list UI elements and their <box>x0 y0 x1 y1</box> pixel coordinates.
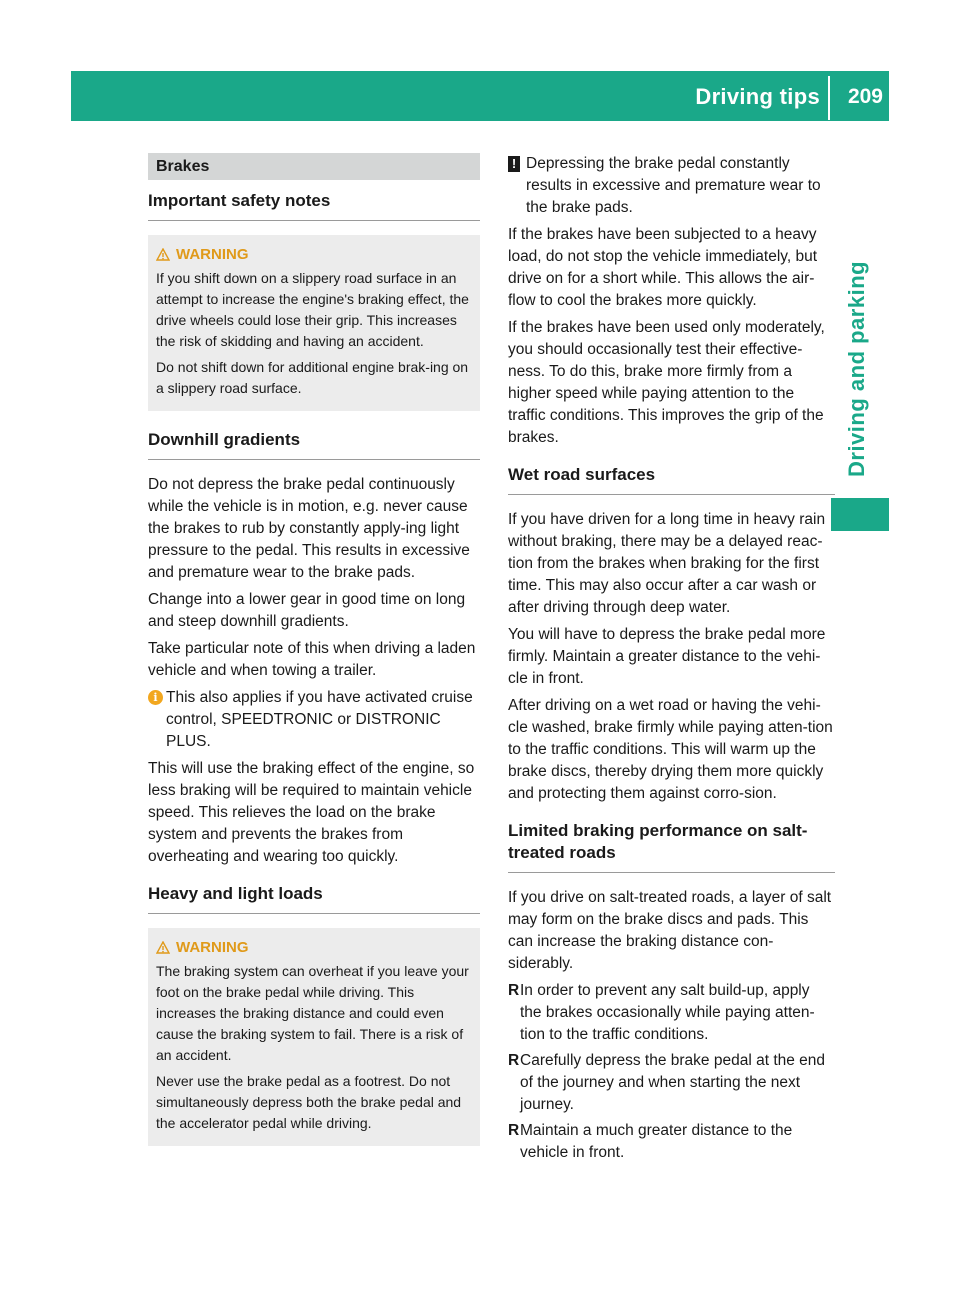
bullet-list <box>508 980 835 1164</box>
warning-box <box>148 235 480 411</box>
page-number: 209 <box>847 85 883 108</box>
side-tab <box>831 121 889 531</box>
paragraph: If the brakes have been used only moderately, you should occasionally test their effective-ness. To do this, brake more firmly from a higher speed while paying attention to the traffic conditions. This improves the grip of the brakes. <box>508 319 825 446</box>
warning-text: Never use the brake pedal as a footrest. Do not simultaneously depress both the brake pedal and the accelerator pedal while driving. <box>156 1073 462 1131</box>
list-item-text: Carefully depress the brake pedal at the end of the journey and when starting the next journey. <box>520 1052 826 1113</box>
paragraph: Do not depress the brake pedal continuously while the vehicle is in motion, e.g. never cause the brakes to rub by constantly apply-ing light pressure to the pedal. This results in excessive and premature wear to the brake pads. <box>148 476 470 581</box>
heading-important-safety-notes: Important safety notes <box>148 190 480 221</box>
side-tab-block <box>831 498 889 531</box>
heading-salt-treated-roads: Limited braking performance on salt-treated roads <box>508 820 835 873</box>
left-column <box>148 153 480 1164</box>
header-bar <box>71 71 889 121</box>
warning-triangle-icon <box>156 941 170 954</box>
paragraph: You will have to depress the brake pedal more firmly. Maintain a greater distance to the vehi-cle in front. <box>508 626 826 687</box>
list-item-text: In order to prevent any salt build-up, apply the brakes occasionally while paying atten-tion to the traffic conditions. <box>520 982 815 1043</box>
bullet-icon: R <box>508 982 520 999</box>
paragraph: Change into a lower gear in good time on long and steep downhill gradients. <box>148 591 466 630</box>
heading-heavy-and-light-loads: Heavy and light loads <box>148 883 480 914</box>
warning-box <box>148 928 480 1146</box>
list-item-text: Maintain a much greater distance to the vehicle in front. <box>520 1122 793 1161</box>
header-divider <box>828 76 830 120</box>
warning-label: WARNING <box>176 939 249 956</box>
warning-text: The braking system can overheat if you leave your foot on the brake pedal while driving. This increases the braking distance and could even cause the braking system to fail. There is a risk of an accident. <box>156 963 469 1063</box>
paragraph: If you have driven for a long time in heavy rain without braking, there may be a delayed reac-tion from the brakes when braking for the first time. This may also occur after a car wash or after driving through deep water. <box>508 511 826 616</box>
paragraph: If you drive on salt-treated roads, a layer of salt may form on the brake discs and pads. This can increase the braking distance con-siderably. <box>508 889 832 972</box>
info-note <box>148 687 480 753</box>
bullet-icon: R <box>508 1122 520 1139</box>
warning-text: If you shift down on a slippery road surface in an attempt to increase the engine's braking effect, the drive wheels could lose their grip. This increases the risk of skidding and having an accident. <box>156 270 469 349</box>
heading-downhill-gradients: Downhill gradients <box>148 429 480 460</box>
warning-header <box>156 937 472 959</box>
right-column <box>508 153 835 1168</box>
caution-icon: ! <box>508 156 520 172</box>
paragraph: If the brakes have been subjected to a heavy load, do not stop the vehicle immediately, but drive on for a short while. This allows the air-flow to cool the brakes more quickly. <box>508 226 818 309</box>
paragraph: After driving on a wet road or having the vehi-cle washed, brake firmly while paying atten-tion to the traffic conditions. This will warm up the brake discs, thereby drying them more quickly and protecting them against corro-sion. <box>508 697 833 802</box>
warning-triangle-icon <box>156 248 170 261</box>
paragraph: Take particular note of this when driving a laden vehicle and when towing a trailer. <box>148 640 476 679</box>
warning-header <box>156 244 472 266</box>
bullet-icon: R <box>508 1052 520 1069</box>
heading-wet-road-surfaces: Wet road surfaces <box>508 464 835 495</box>
paragraph: This will use the braking effect of the engine, so less braking will be required to maintain vehicle speed. This relieves the load on the brake system and prevents the brakes from overheating and wearing too quickly. <box>148 760 475 865</box>
chapter-title: Driving tips <box>695 84 820 109</box>
warning-label: WARNING <box>176 246 249 263</box>
list-item <box>508 1120 835 1164</box>
caution-note <box>508 153 835 219</box>
info-note-text: This also applies if you have activated cruise control, SPEEDTRONIC or DISTRONIC PLUS. <box>166 689 473 750</box>
section-title-brakes: Brakes <box>148 153 480 180</box>
list-item <box>508 1050 835 1116</box>
side-tab-label: Driving and parking <box>844 260 869 477</box>
warning-text: Do not shift down for additional engine brak-ing on a slippery road surface. <box>156 359 469 396</box>
caution-note-text: Depressing the brake pedal constantly results in excessive and premature wear to the brake pads. <box>526 155 821 216</box>
list-item <box>508 980 835 1046</box>
info-icon: i <box>148 690 163 705</box>
